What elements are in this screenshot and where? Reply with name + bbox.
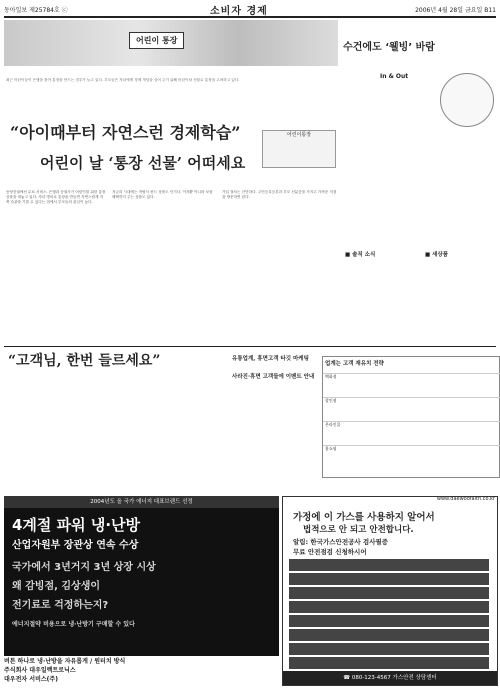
- ad-line: 왜 감빙점, 김상생이: [12, 581, 101, 592]
- ad-headline: 2004년도 올 국가 에너지 대표브랜드 선정: [4, 496, 279, 508]
- ad-foot-1: 버튼 하나로 냉·난방을 자유롭게 / 원터치 방식: [4, 658, 126, 665]
- header-date: 2006년 4월 28일 금요일 B11: [415, 7, 496, 14]
- headline-line1: “아이때부터 자연스런 경제학습”: [10, 123, 241, 142]
- gas-safety-ad: [282, 496, 498, 686]
- aircon-ad: [4, 496, 279, 684]
- bullet-news: ■ 솔직 소식: [345, 252, 376, 258]
- photo-tag: 어린이 통장: [129, 32, 184, 49]
- header-left: 동아일보 제25784호 ⓒ: [4, 7, 68, 14]
- table-row: 할인점: [323, 397, 500, 404]
- ad-line: 전기료로 걱정하는지?: [12, 600, 109, 611]
- ad-foot-3: 대우전자 서비스(주): [4, 676, 58, 683]
- ad2-text-2: 무료 안전점검 신청하시어: [293, 548, 367, 556]
- quote-headline: “고객님, 한번 들르세요”: [8, 353, 161, 369]
- article-photo: [4, 20, 338, 66]
- quote-subhead-1: 유통업계, 휴면고객 타깃 마케팅: [232, 356, 309, 362]
- ad-line: 국가에서 3년거지 3년 상장 시상: [12, 562, 156, 573]
- ad-line: 에너지절약 비용으로 냉·난방기 구매할 수 있다: [12, 621, 135, 628]
- body-col-1: 동양증권에선 무료 서비스. 은행과 증권사가 어린이를 위한 통장 상품을 내놓고 있다. 자녀 명의로 통장을 만들면 자연스럽게 저축 습관을 기를 수 있다는 점에서 부모들의 관심이 높다.: [6, 190, 106, 205]
- ad2-text-1: 알림: 한국가스안전공사 검사필증: [293, 538, 389, 546]
- ad-award: 산업자원부 장관상 연속 수상: [12, 540, 139, 551]
- ad-url: www.daewoofaith.co.kr: [436, 496, 495, 502]
- body-col-3: 가입 절차는 간단하다. 주민등록등본과 부모 신분증을 가지고 가까운 지점을 방문하면 된다.: [222, 190, 337, 200]
- table-row: 온라인몰: [323, 421, 500, 428]
- ad-foot-2: 주식회사 대우일렉트로닉스: [4, 667, 76, 674]
- table-row: 백화점: [323, 373, 500, 380]
- inout-label: In & Out: [380, 73, 409, 80]
- passbook-label: 어린이통장: [286, 132, 312, 138]
- ad2-bottom-bar: ☎ 080-123-4567 가스안전 상담센터: [283, 671, 497, 685]
- table-row: 홈쇼핑: [323, 445, 500, 452]
- strategy-table: [322, 356, 500, 478]
- divider: [4, 346, 496, 347]
- columnist-photo: [440, 73, 494, 127]
- ad2-title-2: 법적으로 안 되고 안전합니다.: [303, 525, 414, 535]
- quote-subhead-2: 사라진·휴면 고객들에 이벤트 안내: [232, 374, 315, 380]
- ad-footer: [4, 656, 279, 684]
- body-col-2: 저금리 시대에는 적립식 펀드 상품도 인기다. 이자뿐 아니라 보험 혜택까지 주는 상품도 있다.: [112, 190, 213, 200]
- passbook-card: [262, 130, 336, 168]
- headline-line2: 어린이 날 ‘통장 선물’ 어떠세요: [40, 154, 246, 172]
- section-title: 소비자 경제: [210, 6, 268, 17]
- right-column-title: 수건에도 ‘웰빙’ 바람: [343, 42, 435, 53]
- bullet-newproduct: ■ 새상품: [425, 252, 449, 258]
- page-header: [4, 2, 496, 18]
- ad2-product-grid: [289, 559, 489, 669]
- table-title: 업계는 고객 재유치 전략: [325, 361, 384, 367]
- ad2-title-1: 가정에 이 가스를 사용하지 알어서: [293, 512, 435, 523]
- ad-big-title: 4계절 파워 냉·난방: [12, 516, 141, 534]
- photo-caption: 최근 어린이들이 은행을 찾아 통장을 만드는 경우가 늘고 있다. 부모들은 자녀에게 경제 개념을 심어 주기 위해 어린이날 선물로 통장을 고려하고 있다.: [6, 78, 240, 82]
